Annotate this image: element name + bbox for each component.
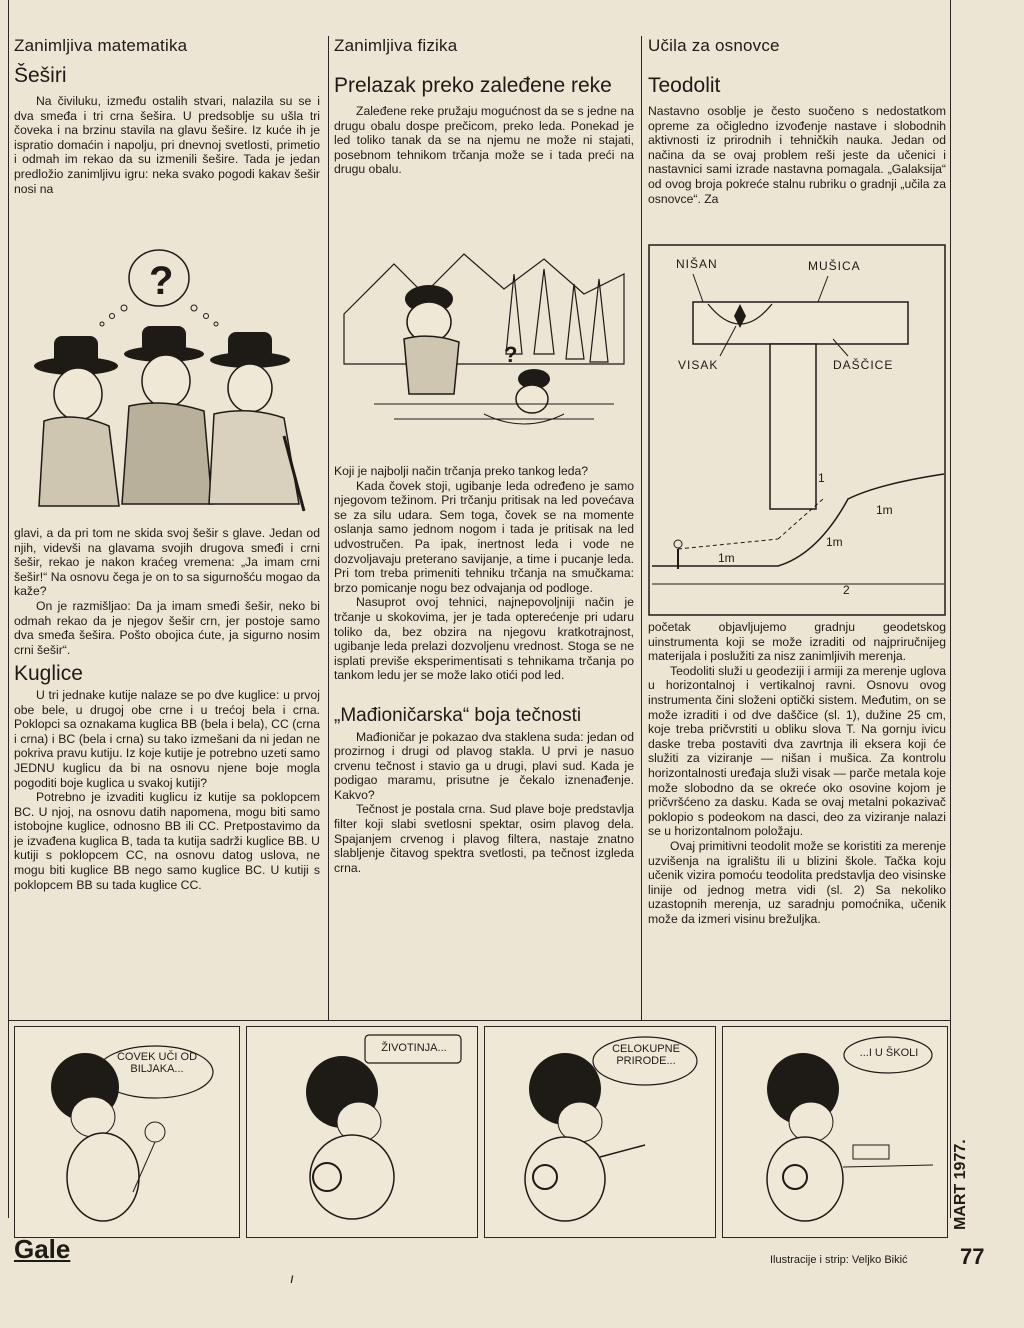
musica-label: MUŠICA: [808, 259, 861, 273]
paragraph: Mađioničar je pokazao dva staklena suda: jedan od prozirnog i drugi od plavog stakla. U prvi je nasuo crvenu tečnost i stavio ga u drugi, plavi sud. Kada je podigao maramu, prisutne je čekalo iznenađenje. Kakvo?: [334, 729, 634, 802]
bear-character: [404, 285, 459, 394]
measure-label-2: 1m: [826, 535, 843, 549]
paragraph: Ovaj primitivni teodolit može se koristiti za merenje uzvišenja na igralištu ili u blizini škole. Tačka koju učenik vizira pomoću teodolita predstavlja deo visinske linije od jednog metra vidi (sl. 2) Sa nekoliko uzastopnih merenja, uz saradnju pomoćnika, učenik može da izmeri visinu brežuljka.: [648, 838, 946, 926]
man-middle: [122, 326, 212, 504]
article-title: Teodolit: [648, 74, 721, 97]
speech-bubble-2: ŽIVOTINJA...: [381, 1042, 447, 1054]
article-title: „Mađioničarska“ boja tečnosti: [334, 704, 582, 726]
strip-panel-3: [484, 1026, 716, 1238]
article-body-continued: [648, 620, 946, 926]
paragraph: Koji je najbolji način trčanja preko tankog leda?: [334, 464, 589, 478]
paragraph: Kada čovek stoji, ugibanje leda određeno je samo njegovom težinom. Pri trčanju pritisak na led povećava se za silu udara. Sem toga, čovek se na momente oslanja samo jednom nogom i tada je pritisak na led udvostručen. Pa ipak, inertnost leda i vode ne dozvoljavaju preterano savijanje, a time i pucanje leda. Pri tom treba primeniti tehniku trčanja na smučkama: brzo pomicanje nogu bez odvajanja od podloge.: [334, 478, 634, 595]
strip-panel-2: [246, 1026, 478, 1238]
paragraph: Nasuprot ovoj tehnici, najnepovoljniji način je trčanje u skokovima, jer je tada opterećenje pri udaru toliko da, bez obzira na njegovu kratkotrajnost, ugibanje leda prelazi dozvoljenu vrednost. Stoga se ne isplati previše eksperimentisati s tehnikama trčanja po tankom ledu jer se može lako otići pod led.: [334, 595, 634, 683]
ice-river-illustration: [334, 244, 634, 464]
paragraph: Na čiviluku, između ostalih stvari, nalazila su se i dva smeđa i tri crna šešira. U predsoblje su ušla tri čoveka i na brzinu stavila na glavu šešire. Iz kuće ih je ispratio domaćin i napolju, pri dnevnoj svetlosti, primetio i odmah im rekao da su izmenili šešire. Tada je jedan predložio zanimljivu igru: neka svako pogodi kakav šešir nosi na: [14, 94, 320, 196]
paragraph: početak objavljujemo gradnju geodetskog uinstrumenta koji se može izraditi od najpriručnijeg materijala i poslužiti za nisz zanimljivih merenja.: [648, 620, 946, 664]
right-border: [950, 0, 951, 1218]
article-body: [334, 104, 634, 177]
paragraph: Potrebno je izvaditi kuglicu iz kutije sa poklopcem BC. U njoj, na osnovu datih napomena, mogu biti samo istobojne kuglice, odnosno BB ili CC. Pretpostavimo da je izvađena kuglica B, tada ta kutija sadrži kuglice BB. U kutiji s poklopcem CC, na osnovu datog uslova, ne mogu biti kuglice BB nego samo kuglice BC. U kutiji s poklopcem BB su tada kuglice CC.: [14, 790, 320, 892]
measure-label-3: 1m: [876, 503, 893, 517]
upright-board: [770, 344, 816, 509]
section-header: Zanimljiva fizika: [334, 36, 458, 55]
page-number: 77: [960, 1244, 985, 1269]
hats-illustration: [14, 236, 320, 518]
theodolite-diagram: [648, 244, 946, 624]
flower-icon: [145, 1122, 165, 1142]
tools-column: [648, 36, 946, 1016]
stray-mark: ı: [290, 1270, 294, 1286]
gnome-character: [516, 369, 550, 413]
crossbar-board: [693, 302, 908, 344]
strip-title: Gale: [14, 1234, 71, 1264]
paragraph: U tri jednake kutije nalaze se po dve kuglice: u prvoj obe bele, u drugoj obe crne i u trećoj bela i crna. Poklopci sa oznakama kuglica BB (bela i bela), CC (crna i crna) i BC (bela i crna) su tako izmešani da ni jedan ne pokriva pravu kutiju. Iz koje kutije je potrebno uzeti samo JEDNU kuglicu da bi na osnovu njene boje mogla pogoditi boje kuglica u svakoj kutiji?: [14, 687, 320, 790]
column-rule-2: [641, 36, 642, 1020]
math-column: [14, 36, 320, 1016]
article-title: Prelazak preko zaleđene reke: [334, 74, 612, 97]
speech-bubble-3: CELOKUPNE PRIRODE...: [612, 1043, 680, 1067]
pine-trees: [506, 269, 608, 362]
section-header: Zanimljiva matematika: [14, 36, 188, 55]
figure-1-label: 1: [818, 471, 825, 485]
figure-2-label: 2: [843, 583, 850, 597]
article-body: [648, 104, 946, 206]
man-right: [209, 332, 304, 511]
cracked-ice: [374, 404, 614, 424]
desk-box-icon: [853, 1145, 889, 1159]
article-body-continued: [334, 464, 634, 875]
column-rule-1: [328, 36, 329, 1020]
paragraph: Zaleđene reke pružaju mogućnost da se s jedne na drugu obalu dospe prečicom, preko leda. Ponekad je led toliko tanak da se na njemu ne može ni stajati, posebnom tehnikom trčanja može se i tada preći na drugu obalu.: [334, 104, 634, 177]
speech-bubble-1: ČOVEK UČI OD BILJAKA...: [116, 1051, 198, 1075]
man-left: [34, 336, 119, 506]
strip-panel-1: [14, 1026, 240, 1238]
question-mark-icon: ?: [149, 259, 174, 303]
question-mark-icon: ?: [504, 342, 518, 367]
visak-label: VISAK: [678, 358, 719, 372]
article-title: Šeširi: [14, 64, 67, 87]
paragraph: Teodoliti služi u geodeziji i armiji za merenje uglova u horizontalnoj i vertikalnoj ravni. Osnovu ovog instrumenta čini složeni optički sistem. Međutim, on se može izraditi i od dve daščice (sl. 1), dužine 25 cm, koje treba pričvrstiti u obliku slova T. Na gornju ivicu daske treba postaviti dva zavrtnja ili eksera koji će služiti za viziranje — nišan i mušica. Za kontrolu horizontalnosti uređaja služi visak — parče metala koje može slobodno da se okreće oko osovine kojom je pričvršćeno za dasku. Kada se ovaj metalni pokazivač poklopio s podeokom na dasci, deo za viziranje nalazi se u horizontalnom položaju.: [648, 663, 946, 839]
issue-date: MART 1977.: [952, 1139, 969, 1230]
article-body: [14, 94, 320, 196]
paragraph: On je razmišljao: Da ja imam smeđi šešir, neko bi odmah rekao da je njegov šešir crn, jer postoje samo dva smeđa šešira. Pošto obojica ćute, ja sigurno nosim crni šešir“.: [14, 598, 320, 657]
gale-animal: [247, 1027, 477, 1237]
physics-column: [334, 36, 634, 1016]
strip-top-rule: [8, 1020, 950, 1021]
dascice-label: DAŠČICE: [833, 358, 894, 372]
strip-panel-4: [722, 1026, 948, 1238]
paragraph: glavi, a da pri tom ne skida svoj šešir s glave. Jedan od njih, videvši na glavama svojih drugova smeđi i crni šešir, rekao je nakon kraćeg vremena: „Ja imam crni šešir!“ Na osnovu čega je on to sa sigurnošću mogao da kaže?: [14, 526, 320, 599]
section-header: Učila za osnovce: [648, 36, 780, 55]
left-border: [8, 0, 9, 1218]
article-body-continued: [14, 526, 320, 892]
article-title: Kuglice: [14, 662, 83, 686]
measure-label-1: 1m: [718, 551, 735, 565]
paragraph: Tečnost je postala crna. Sud plave boje predstavlja filter koji slabi svetlosni spektar, osim plavog dela. Spajanjem crvenog i plavog filtera, nastaje znatno slabljenje čitavog spektra svetlosti, pa tečnost izgleda crna.: [334, 802, 634, 875]
nisan-label: NIŠAN: [676, 257, 718, 271]
speech-bubble-4: ...I U ŠKOLI: [859, 1047, 919, 1059]
paragraph: Nastavno osoblje je često suočeno s nedostatkom opreme za očigledno izvođenje nastave i slobodnih aktivnosti iz prirodnih i tehničkih nauka. Jedan od načina da se ovaj problem reši jeste da učenici i nastavnici sami izrade nastavna pomagala. „Galaksija“ od ovog broja pokreće stalnu rubriku o gradnji „učila za osnovce“. Za: [648, 104, 946, 206]
illustration-credit: Ilustracije i strip: Veljko Bikić: [770, 1254, 908, 1266]
